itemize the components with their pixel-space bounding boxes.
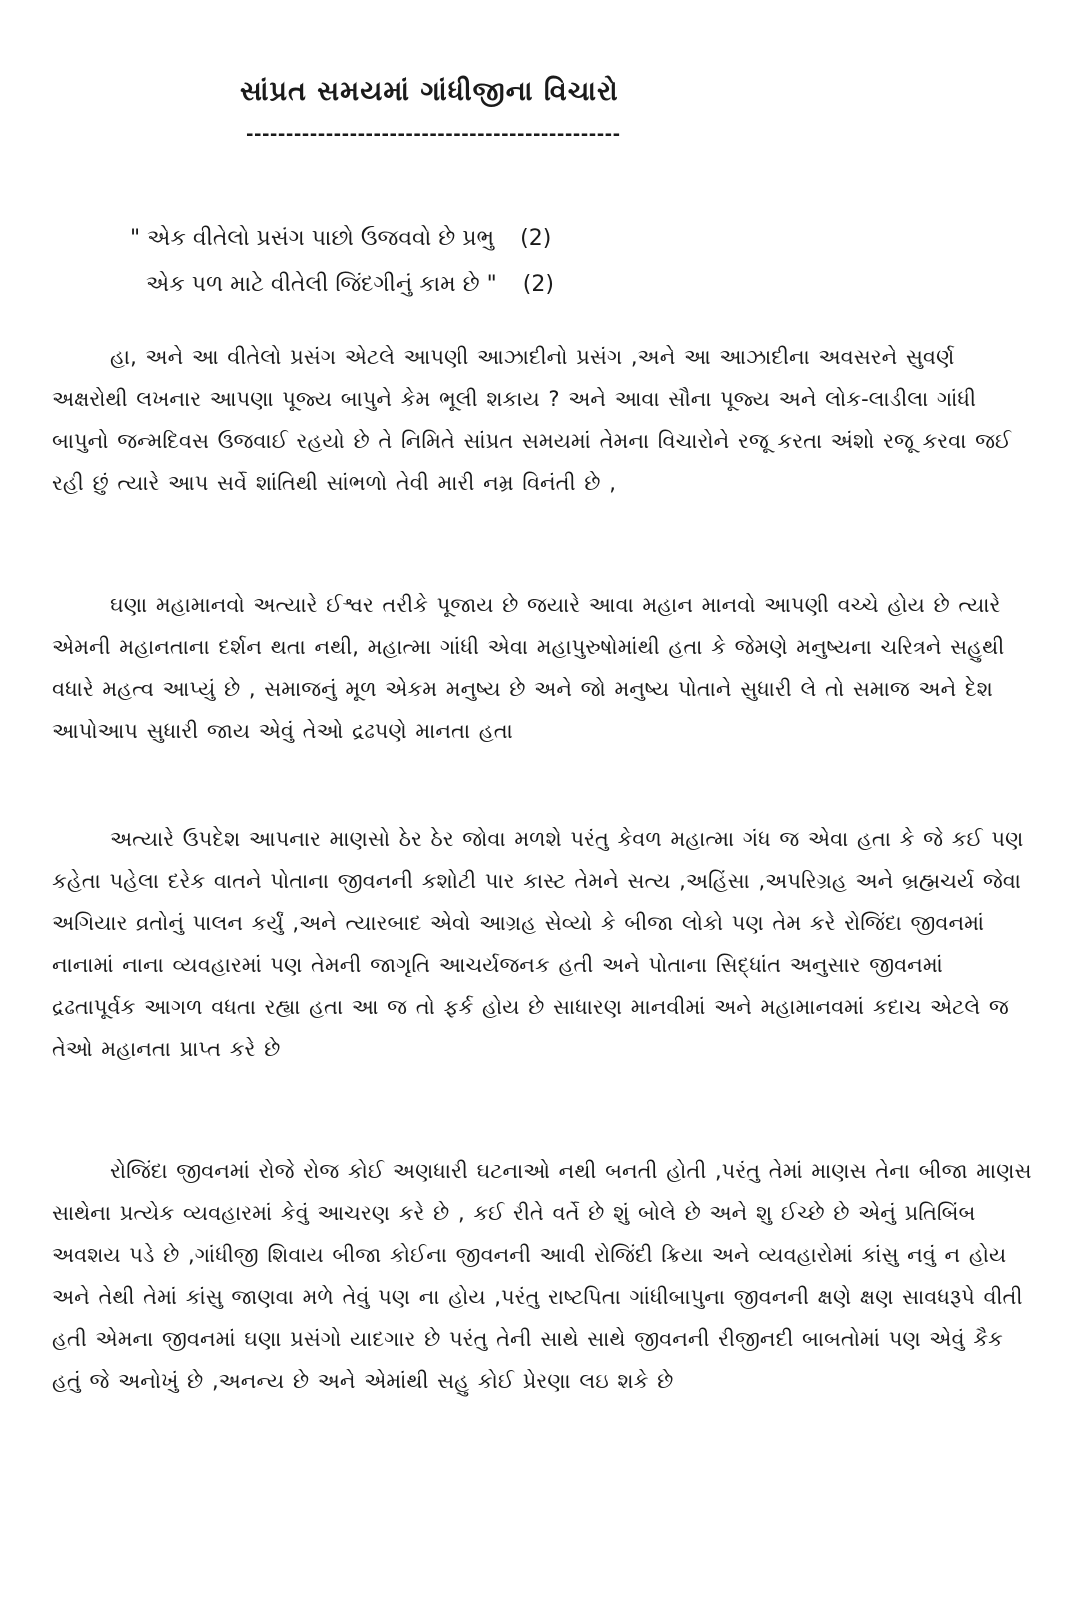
verse-line-text: એક પળ માટે વીતેલી જિંદગીનું કામ છે " (146, 272, 497, 297)
paragraph-1: હા, અને આ વીતેલો પ્રસંગ એટલે આપણી આઝાદીનો પ્રસંગ ,અને આ આઝાદીના અવસરને સુવર્ણ અક્ષરોથી લખનાર આપણા પૂજ્ય બાપુને કેમ ભૂલી શકાય ? અને આવા સૌના પૂજ્ય અને લોક-લાડીલા ગાંધી બાપુનો જન્મદિવસ ઉજવાઈ રહયો છે તે નિમિતે સાંપ્રત સમયમાં તેમના વિચારોને રજૂ કરતા અંશો રજૂ કરવા જઈ રહી છું ત્યારે આપ સર્વે શાંતિથી સાંભળો તેવી મારી નમ્ર વિનંતી છે , (52, 345, 1012, 495)
verse-line-1 (130, 226, 551, 251)
verse-line-2 (146, 272, 554, 297)
title-underline: ----------------------------------------------- (246, 124, 621, 145)
paragraph-3: અત્યારે ઉપદેશ આપનાર માણસો ઠેર ઠેર જોવા મળશે પરંતુ કેવળ મહાત્મા ગંધ જ એવા હતા કે જે કઈ પણ કહેતા પહેલા દરેક વાતને પોતાના જીવનની કશોટી પાર કાસ્ટ તેમને સત્ય ,અહિંસા ,અપરિગ્રહ અને બ્રહ્મચર્ય જેવા અગિયાર વ્રતોનું પાલન કર્યું ,અને ત્યારબાદ એવો આગ્રહ સેવ્યો કે બીજા લોકો પણ તેમ કરે રોજિંદા જીવનમાં નાનામાં નાના વ્યવહારમાં પણ તેમની જાગૃતિ આચર્યજનક હતી અને પોતાના સિદ્ધાંત અનુસાર જીવનમાં દ્રઢતાપૂર્વક આગળ વધતા રહ્યા હતા આ જ તો ફર્ક હોય છે સાધારણ માનવીમાં અને મહામાનવમાં કદાચ એટલે જ તેઓ મહાનતા પ્રાપ્ત કરે છે (52, 827, 1024, 1061)
paragraph-4: રોજિંદા જીવનમાં રોજે રોજ કોઈ અણધારી ઘટનાઓ નથી બનતી હોતી ,પરંતુ તેમાં માણસ તેના બીજા માણસ સાથેના પ્રત્યેક વ્યવહારમાં કેવું આચરણ કરે છે , કઈ રીતે વર્તે છે શું બોલે છે અને શુ ઈચ્છે છે એનું પ્રતિબિંબ અવશય પડે છે ,ગાંધીજી શિવાય બીજા કોઈના જીવનની આવી રોજિંદી ક્રિયા અને વ્યવહારોમાં કાંસુ નવું ન હોય અને તેથી તેમાં કાંસુ જાણવા મળે તેવું પણ ના હોય ,પરંતુ રાષ્ટપિતા ગાંધીબાપુના જીવનની ક્ષણે ક્ષણ સાવધરૂપે વીતી હતી એમના જીવનમાં ઘણા પ્રસંગો યાદગાર છે પરંતુ તેની સાથે સાથે જીવનની રીજીનદી બાબતોમાં પણ એવું કૈક હતું જે અનોખું છે ,અનન્ય છે અને એમાંથી સહુ કોઈ પ્રેરણા લઇ શકે છે (52, 1159, 1032, 1393)
page-title: સાંપ્રત સમયમાં ગાંધીજીના વિચારો (240, 76, 619, 107)
verse-repeat-marker: (2) (520, 226, 552, 251)
verse-line-text: " એક વીતેલો પ્રસંગ પાછો ઉજવવો છે પ્રભુ (130, 226, 495, 251)
verse-repeat-marker: (2) (522, 272, 554, 297)
paragraph-2: ઘણા મહામાનવો અત્યારે ઈશ્વર તરીકે પૂજાય છે જયારે આવા મહાન માનવો આપણી વચ્ચે હોય છે ત્યારે એમની મહાનતાના દર્શન થતા નથી, મહાત્મા ગાંધી એવા મહાપુરુષોમાંથી હતા કે જેમણે મનુષ્યના ચરિત્રને સહુથી વધારે મહત્વ આપ્યું છે , સમાજનું મૂળ એકમ મનુષ્ય છે અને જો મનુષ્ય પોતાને સુધારી લે તો સમાજ અને દેશ આપોઆપ સુધારી જાય એવું તેઓ દ્રઢપણે માનતા હતા (52, 593, 1005, 743)
